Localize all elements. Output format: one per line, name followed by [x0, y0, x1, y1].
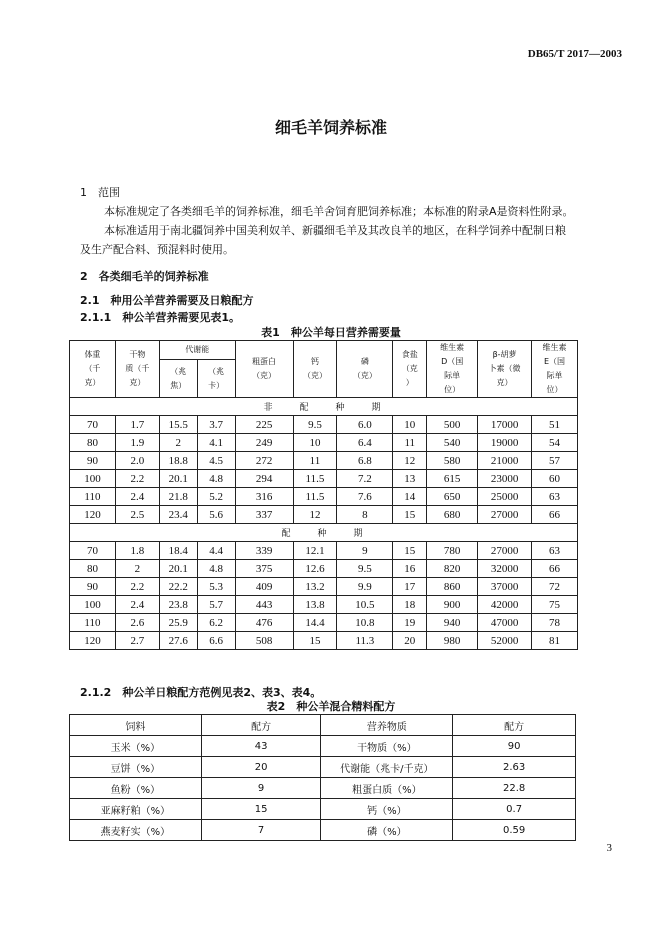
table-cell: 820: [427, 560, 478, 578]
table-cell: 70: [70, 542, 116, 560]
table-cell: 4.8: [197, 560, 235, 578]
table-cell: 6.8: [337, 452, 393, 470]
header-vitamin-d: 维生素 D（国 际单 位）: [427, 341, 478, 398]
table-cell: 钙（%）: [321, 799, 453, 820]
table-cell: 燕麦籽实（%）: [70, 820, 202, 841]
table-cell: 4.8: [197, 470, 235, 488]
table-cell: 10.8: [337, 614, 393, 632]
document-code: DB65/T 2017—2003: [527, 48, 622, 60]
section-2-1-1-heading: 2.1.1 种公羊营养需要见表1。: [80, 311, 240, 324]
header-me-mj: （兆 焦）: [159, 360, 197, 398]
table-cell: 4.1: [197, 434, 235, 452]
table-cell: 13: [393, 470, 427, 488]
table-cell: 272: [235, 452, 293, 470]
table-cell: 294: [235, 470, 293, 488]
table-cell: 亚麻籽粕（%）: [70, 799, 202, 820]
table-cell: 90: [70, 452, 116, 470]
table-row: [70, 632, 578, 650]
table-1-caption: 表1 种公羊每日营养需要量: [261, 326, 401, 339]
table-cell: 鱼粉（%）: [70, 778, 202, 799]
table-cell: 2: [115, 560, 159, 578]
table-cell: 7.6: [337, 488, 393, 506]
section-row-nonbreeding: 非 配 种 期: [70, 398, 578, 416]
header-crude-protein: 粗蛋白 （克）: [235, 341, 293, 398]
table-cell: 120: [70, 506, 116, 524]
table-cell: 57: [532, 452, 578, 470]
table-cell: 7: [201, 820, 321, 841]
table-cell: 16: [393, 560, 427, 578]
table-cell: 11.3: [337, 632, 393, 650]
table-cell: 2: [159, 434, 197, 452]
table-cell: 90: [453, 736, 576, 757]
table-cell: 7.2: [337, 470, 393, 488]
header-me-mcal: （兆 卡）: [197, 360, 235, 398]
table-cell: 22.8: [453, 778, 576, 799]
table-cell: 375: [235, 560, 293, 578]
table-2-caption: 表2 种公羊混合精料配方: [266, 700, 396, 713]
table-cell: 80: [70, 560, 116, 578]
table-cell: 干物质（%）: [321, 736, 453, 757]
t2-header-formula-value: 配方: [453, 715, 576, 736]
table-cell: 22.2: [159, 578, 197, 596]
section-2-1-2-heading: 2.1.2 种公羊日粮配方范例见表2、表3、表4。: [80, 686, 322, 699]
table-cell: 6.4: [337, 434, 393, 452]
table-cell: 13.2: [293, 578, 337, 596]
table-cell: 21.8: [159, 488, 197, 506]
table-cell: 337: [235, 506, 293, 524]
section-1-paragraph-2: 本标准适用于南北疆饲养中国美利奴羊、新疆细毛羊及其改良羊的地区，在科学饲养中配制日粮: [104, 224, 566, 237]
header-beta-carotene: β-胡萝 卜素（微 克）: [478, 341, 532, 398]
table-cell: 78: [532, 614, 578, 632]
table-row: [70, 560, 578, 578]
table-cell: 5.6: [197, 506, 235, 524]
header-calcium: 钙 （克）: [293, 341, 337, 398]
table-cell: 66: [532, 560, 578, 578]
section-2-1-heading: 2.1 种用公羊营养需要及日粮配方: [80, 294, 254, 307]
table-cell: 12.1: [293, 542, 337, 560]
table-cell: 17: [393, 578, 427, 596]
t2-header-nutrient: 营养物质: [321, 715, 453, 736]
table-cell: 19000: [478, 434, 532, 452]
table-cell: 120: [70, 632, 116, 650]
table-cell: 0.7: [453, 799, 576, 820]
table-cell: 500: [427, 416, 478, 434]
header-dry-matter: 干物 质（千 克）: [115, 341, 159, 398]
table-row: [70, 596, 578, 614]
table-cell: 23.4: [159, 506, 197, 524]
table-cell: 12: [293, 506, 337, 524]
table-cell: 15.5: [159, 416, 197, 434]
header-phosphorus: 磷 （克）: [337, 341, 393, 398]
table-cell: 代谢能（兆卡/千克）: [321, 757, 453, 778]
table-cell: 100: [70, 470, 116, 488]
table-cell: 14: [393, 488, 427, 506]
table-cell: 15: [393, 506, 427, 524]
table-row: [70, 488, 578, 506]
table-cell: 4.5: [197, 452, 235, 470]
table-cell: 650: [427, 488, 478, 506]
table-cell: 9.9: [337, 578, 393, 596]
table-cell: 11: [293, 452, 337, 470]
table-row: [70, 416, 578, 434]
header-vitamin-e: 维生素 E（国 际单 位）: [532, 341, 578, 398]
table-cell: 9: [337, 542, 393, 560]
table-cell: 27000: [478, 542, 532, 560]
table-cell: 5.3: [197, 578, 235, 596]
table-cell: 14.4: [293, 614, 337, 632]
table-cell: 2.7: [115, 632, 159, 650]
table-row: [70, 452, 578, 470]
table-cell: 17000: [478, 416, 532, 434]
table-cell: 940: [427, 614, 478, 632]
table-cell: 51: [532, 416, 578, 434]
table-cell: 443: [235, 596, 293, 614]
table-cell: 980: [427, 632, 478, 650]
table-cell: 25000: [478, 488, 532, 506]
table-cell: 580: [427, 452, 478, 470]
table-cell: 20.1: [159, 560, 197, 578]
table-cell: 2.5: [115, 506, 159, 524]
table-row: [70, 778, 576, 799]
table-cell: 32000: [478, 560, 532, 578]
table-row: [70, 757, 576, 778]
table-cell: 100: [70, 596, 116, 614]
table-cell: 27000: [478, 506, 532, 524]
table-cell: 70: [70, 416, 116, 434]
table-cell: 9.5: [337, 560, 393, 578]
table-cell: 2.0: [115, 452, 159, 470]
table-cell: 90: [70, 578, 116, 596]
table-cell: 21000: [478, 452, 532, 470]
section-1-paragraph-1: 本标准规定了各类细毛羊的饲养标准，细毛羊舍饲育肥饲养标准；本标准的附录A是资料性附录。: [104, 205, 574, 218]
table-cell: 2.4: [115, 488, 159, 506]
table-cell: 63: [532, 542, 578, 560]
table-cell: 860: [427, 578, 478, 596]
table-cell: 2.2: [115, 470, 159, 488]
table-cell: 6.2: [197, 614, 235, 632]
table-cell: 75: [532, 596, 578, 614]
header-metabolizable-energy: 代谢能: [159, 341, 235, 360]
table-cell: 5.2: [197, 488, 235, 506]
table-row: [70, 820, 576, 841]
table-cell: 2.63: [453, 757, 576, 778]
table-cell: 11.5: [293, 488, 337, 506]
document-title: 细毛羊饲养标准: [274, 118, 387, 137]
table-cell: 1.9: [115, 434, 159, 452]
table-row: [70, 614, 578, 632]
table-cell: 0.59: [453, 820, 576, 841]
section-2-heading: 2 各类细毛羊的饲养标准: [80, 270, 209, 283]
table-cell: 680: [427, 506, 478, 524]
table-cell: 54: [532, 434, 578, 452]
table-cell: 27.6: [159, 632, 197, 650]
table-cell: 1.7: [115, 416, 159, 434]
table-cell: 63: [532, 488, 578, 506]
table-cell: 12: [393, 452, 427, 470]
table-cell: 43: [201, 736, 321, 757]
table-cell: 60: [532, 470, 578, 488]
table-cell: 豆饼（%）: [70, 757, 202, 778]
table-cell: 15: [393, 542, 427, 560]
table-cell: 249: [235, 434, 293, 452]
table-cell: 316: [235, 488, 293, 506]
table-cell: 476: [235, 614, 293, 632]
table-cell: 37000: [478, 578, 532, 596]
t2-header-feed: 饲料: [70, 715, 202, 736]
table-cell: 339: [235, 542, 293, 560]
table-cell: 110: [70, 614, 116, 632]
table-row: [70, 736, 576, 757]
table-cell: 粗蛋白质（%）: [321, 778, 453, 799]
table-cell: 18.4: [159, 542, 197, 560]
table-cell: 12.6: [293, 560, 337, 578]
table-row: [70, 434, 578, 452]
table-row: [70, 542, 578, 560]
table-1-ram-nutrient-requirements: [69, 340, 578, 650]
table-2-ram-concentrate-formula: [69, 714, 576, 841]
table-cell: 72: [532, 578, 578, 596]
table-row: [70, 578, 578, 596]
table-cell: 6.6: [197, 632, 235, 650]
table-cell: 18.8: [159, 452, 197, 470]
page-number: 3: [606, 842, 612, 854]
table-cell: 10.5: [337, 596, 393, 614]
table-cell: 18: [393, 596, 427, 614]
table-row: [70, 799, 576, 820]
table-cell: 900: [427, 596, 478, 614]
table-cell: 玉米（%）: [70, 736, 202, 757]
section-row-breeding: 配 种 期: [70, 524, 578, 542]
table-cell: 780: [427, 542, 478, 560]
table-cell: 11: [393, 434, 427, 452]
table-cell: 13.8: [293, 596, 337, 614]
table-cell: 47000: [478, 614, 532, 632]
table-cell: 20: [393, 632, 427, 650]
table-cell: 23.8: [159, 596, 197, 614]
table-cell: 19: [393, 614, 427, 632]
table-cell: 20: [201, 757, 321, 778]
table-cell: 409: [235, 578, 293, 596]
table-cell: 23000: [478, 470, 532, 488]
table-cell: 52000: [478, 632, 532, 650]
table-cell: 10: [393, 416, 427, 434]
table-cell: 9.5: [293, 416, 337, 434]
table-row: [70, 470, 578, 488]
table-cell: 508: [235, 632, 293, 650]
table-cell: 66: [532, 506, 578, 524]
header-salt: 食盐 （克 ）: [393, 341, 427, 398]
header-weight: 体重 （千 克）: [70, 341, 116, 398]
section-1-heading: 1 范围: [80, 186, 120, 199]
table-cell: 20.1: [159, 470, 197, 488]
table-cell: 2.6: [115, 614, 159, 632]
table-cell: 15: [201, 799, 321, 820]
table-cell: 25.9: [159, 614, 197, 632]
table-cell: 81: [532, 632, 578, 650]
table-cell: 8: [337, 506, 393, 524]
table-cell: 4.4: [197, 542, 235, 560]
table-cell: 3.7: [197, 416, 235, 434]
table-cell: 6.0: [337, 416, 393, 434]
table-cell: 15: [293, 632, 337, 650]
section-1-paragraph-2-cont: 及生产配合料、预混料时使用。: [80, 243, 234, 256]
table-cell: 2.2: [115, 578, 159, 596]
table-cell: 615: [427, 470, 478, 488]
table-cell: 110: [70, 488, 116, 506]
t2-header-formula: 配方: [201, 715, 321, 736]
table-cell: 80: [70, 434, 116, 452]
table-cell: 9: [201, 778, 321, 799]
table-cell: 2.4: [115, 596, 159, 614]
table-row: [70, 506, 578, 524]
table-cell: 5.7: [197, 596, 235, 614]
table-cell: 42000: [478, 596, 532, 614]
table-cell: 10: [293, 434, 337, 452]
table-cell: 11.5: [293, 470, 337, 488]
table-cell: 1.8: [115, 542, 159, 560]
table-cell: 磷（%）: [321, 820, 453, 841]
table-cell: 225: [235, 416, 293, 434]
table-cell: 540: [427, 434, 478, 452]
